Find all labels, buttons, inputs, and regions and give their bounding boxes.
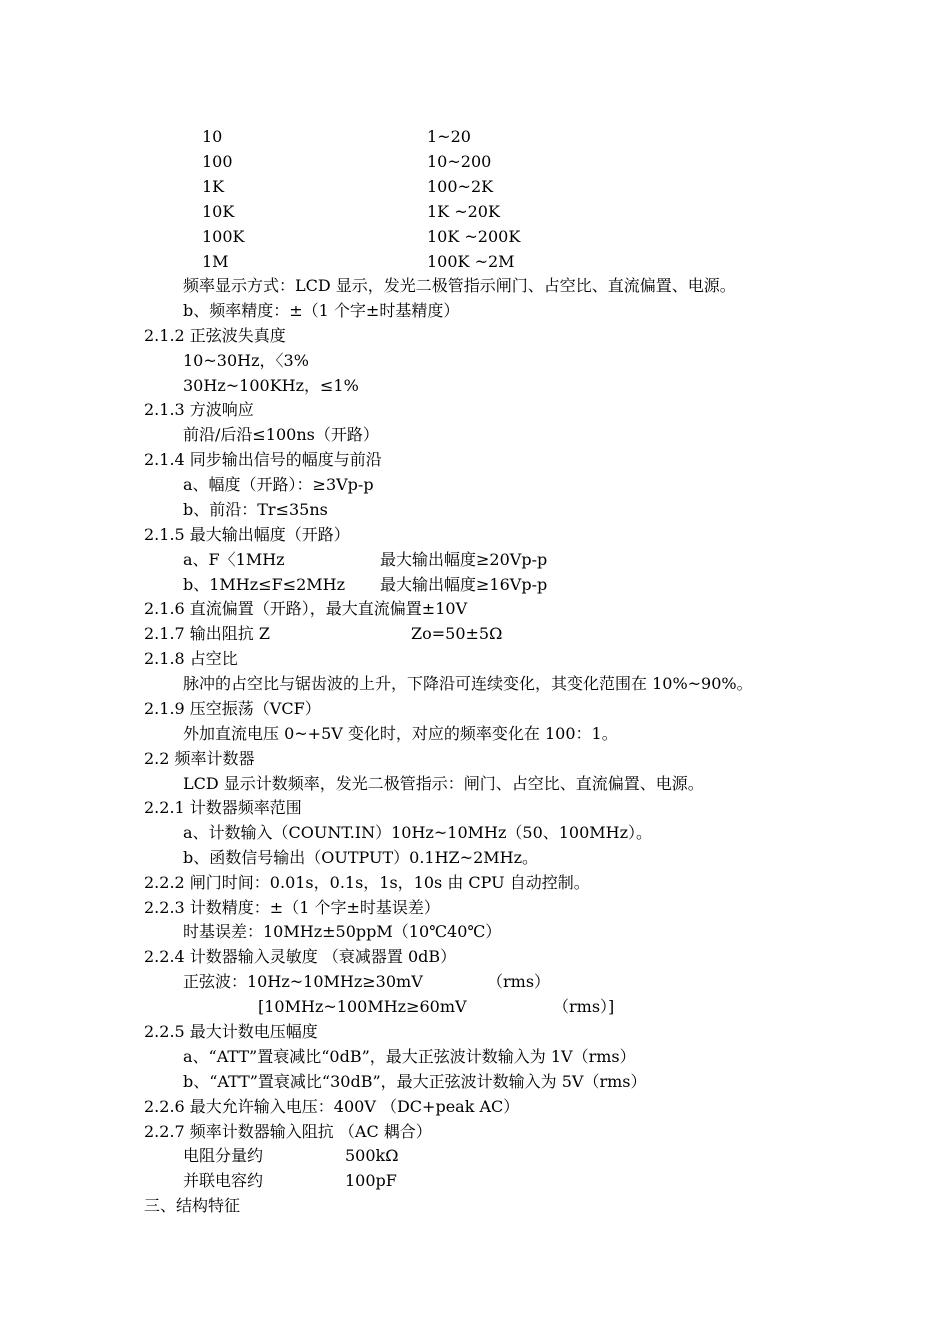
table-freq-cell: 1K ~20K	[427, 202, 500, 221]
spec-line: b、前沿：Tr≤35ns	[183, 500, 328, 519]
section-heading: 2.1.2 正弦波失真度	[144, 326, 286, 345]
table-range-cell: 10	[202, 127, 223, 146]
spec-value: 500kΩ	[345, 1146, 399, 1165]
chapter-heading: 三、结构特征	[144, 1196, 241, 1215]
section-heading: 2.2.5 最大计数电压幅度	[144, 1022, 318, 1041]
spec-value: 100pF	[345, 1171, 397, 1190]
table-range-cell: 10K	[202, 202, 235, 221]
section-heading: 2.2 频率计数器	[144, 749, 255, 768]
spec-line: 10~30Hz，〈3%	[183, 351, 309, 370]
section-heading: 2.2.1 计数器频率范围	[144, 798, 302, 817]
table-range-cell: 100K	[202, 227, 245, 246]
freq-accuracy-line: b、频率精度：±（1 个字±时基精度）	[183, 301, 460, 320]
spec-line: a、F〈1MHz	[183, 550, 285, 569]
section-heading: 2.2.3 计数精度：±（1 个字±时基误差）	[144, 898, 440, 917]
section-heading: 2.1.3 方波响应	[144, 400, 254, 419]
section-heading: 2.1.5 最大输出幅度（开路）	[144, 525, 350, 544]
spec-line: [10MHz~100MHz≥60mV	[258, 997, 467, 1016]
spec-value: 最大输出幅度≥16Vp-p	[380, 575, 548, 594]
display-mode-line: 频率显示方式：LCD 显示，发光二极管指示闸门、占空比、直流偏置、电源。	[183, 276, 736, 295]
spec-value: （rms）]	[553, 997, 615, 1016]
spec-line: b、1MHz≤F≤2MHz	[183, 575, 346, 594]
table-freq-cell: 100~2K	[427, 177, 494, 196]
spec-line: 时基误差：10MHz±50ppM（10℃40℃）	[183, 922, 502, 941]
spec-line: 并联电容约	[183, 1171, 264, 1190]
section-heading: 2.2.7 频率计数器输入阻抗 （AC 耦合）	[144, 1122, 432, 1141]
spec-line: 30Hz~100KHz，≤1%	[183, 376, 359, 395]
section-heading: 2.1.7 输出阻抗 Z	[144, 624, 271, 643]
table-freq-cell: 100K ~2M	[427, 252, 515, 271]
table-freq-cell: 10~200	[427, 152, 492, 171]
table-freq-cell: 1~20	[427, 127, 471, 146]
spec-line: 电阻分量约	[183, 1146, 264, 1165]
spec-line: 前沿/后沿≤100ns（开路）	[183, 425, 379, 444]
section-heading: 2.2.2 闸门时间：0.01s，0.1s，1s，10s 由 CPU 自动控制。	[144, 873, 590, 892]
spec-line: a、幅度（开路）：≥3Vp-p	[183, 475, 374, 494]
table-range-cell: 1K	[202, 177, 225, 196]
section-heading: 2.2.6 最大允许输入电压：400V （DC+peak AC）	[144, 1097, 520, 1116]
table-range-cell: 100	[202, 152, 233, 171]
section-heading: 2.2.4 计数器输入灵敏度 （衰减器置 0dB）	[144, 947, 457, 966]
spec-value: Zo=50±5Ω	[411, 624, 503, 643]
spec-line: 脉冲的占空比与锯齿波的上升，下降沿可连续变化，其变化范围在 10%~90%。	[183, 674, 753, 693]
section-heading: 2.1.4 同步输出信号的幅度与前沿	[144, 450, 382, 469]
table-freq-cell: 10K ~200K	[427, 227, 521, 246]
spec-line: a、计数输入（COUNT.IN）10Hz~10MHz（50、100MHz）。	[183, 823, 653, 842]
spec-line: b、函数信号输出（OUTPUT）0.1HZ~2MHz。	[183, 848, 539, 867]
spec-line: LCD 显示计数频率，发光二极管指示：闸门、占空比、直流偏置、电源。	[183, 774, 704, 793]
spec-line: b、“ATT”置衰减比“30dB”，最大正弦波计数输入为 5V（rms）	[183, 1072, 647, 1091]
spec-line: 外加直流电压 0~+5V 变化时，对应的频率变化在 100：1。	[183, 724, 618, 743]
section-heading: 2.1.6 直流偏置（开路），最大直流偏置±10V	[144, 599, 468, 618]
spec-line: a、“ATT”置衰减比“0dB”，最大正弦波计数输入为 1V（rms）	[183, 1047, 636, 1066]
table-range-cell: 1M	[202, 252, 229, 271]
section-heading: 2.1.9 压空振荡（VCF）	[144, 699, 321, 718]
spec-value: 最大输出幅度≥20Vp-p	[380, 550, 548, 569]
spec-line: 正弦波：10Hz~10MHz≥30mV	[183, 972, 423, 991]
section-heading: 2.1.8 占空比	[144, 649, 238, 668]
spec-value: （rms）	[487, 972, 551, 991]
